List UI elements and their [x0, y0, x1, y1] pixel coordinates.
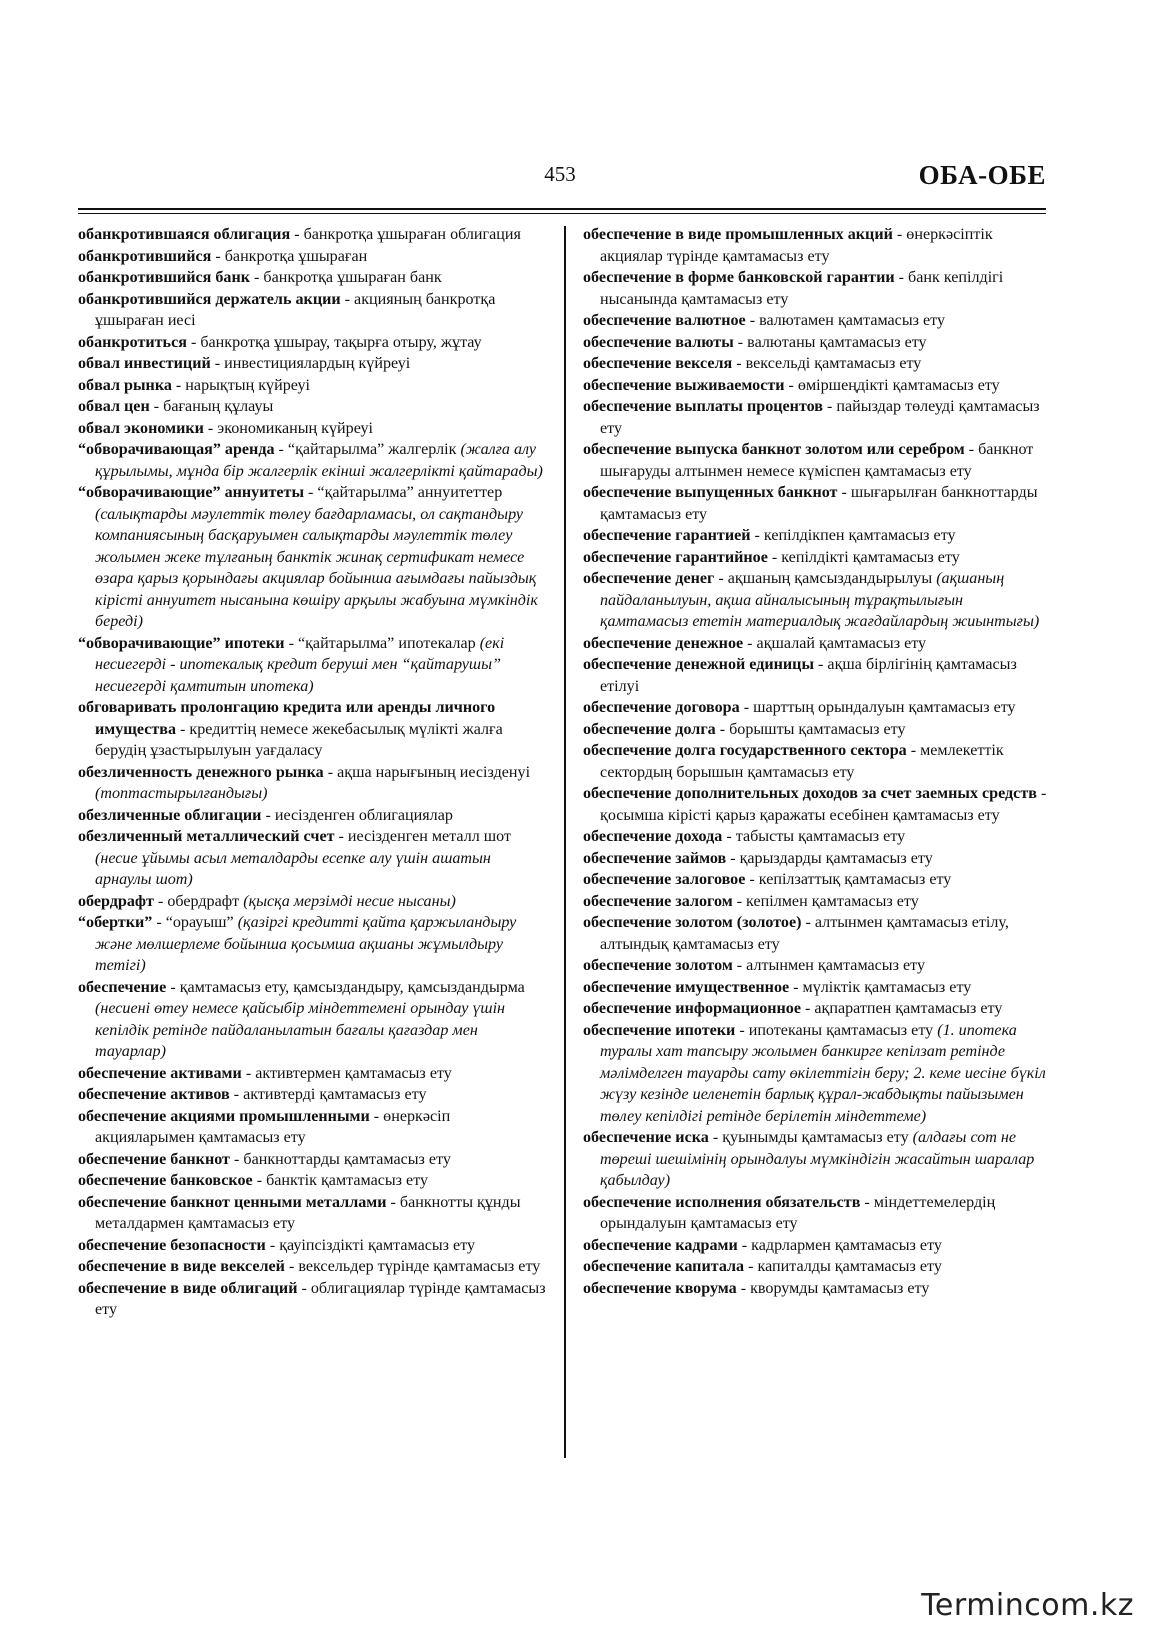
- entry-note: (екі несиегерді - ипотекалық кредит беруші мен “қайтарушы” несиегерді қамтитын ипотека): [95, 634, 505, 695]
- dictionary-entry: [583, 955, 1053, 977]
- entry-term: обеспечение акциями промышленными: [78, 1107, 370, 1125]
- dictionary-entry: [78, 1256, 548, 1278]
- dictionary-entry: [583, 439, 1053, 482]
- entry-term: обеспечение выпущенных банкнот: [583, 484, 838, 501]
- entry-definition: - акцияның банкротқа ұшыраған иесі: [95, 290, 496, 329]
- entry-term: обеспечение золотом: [583, 957, 733, 974]
- dictionary-entry: [583, 891, 1053, 913]
- entry-note: (1. ипотека туралы хат тапсыру жолымен банкирге кепілзат ретінде мәлімделген тауарды сату өкілеттігін беру; 2. кеме иесіне бүкіл жүзу кезінде иеленетін барлық құрал-жабдықты пайызымен төлеу кепілдігі ретінде берілетін міндеттеме): [600, 1021, 1046, 1125]
- dictionary-entry: [583, 998, 1053, 1020]
- dictionary-entry: [78, 912, 548, 977]
- left-column: [78, 224, 548, 1321]
- entry-definition: - ақша нарығының иесізденуі: [323, 763, 531, 781]
- entry-definition: - қамтамасыз ету, қамсыздандыру, қамсыздандырма: [166, 978, 525, 996]
- entry-definition: - ақша бірлігінің қамтамасыз етілуі: [600, 656, 1017, 695]
- right-column: [583, 224, 1053, 1299]
- entry-definition: - қауіпсіздікті қамтамасыз ету: [265, 1236, 476, 1254]
- dictionary-entry: [78, 418, 548, 440]
- entry-definition: - шығарылған банкноттарды қамтамасыз ету: [600, 484, 1038, 523]
- entry-definition: - вексельдер түрінде қамтамасыз ету: [284, 1258, 541, 1275]
- dictionary-entry: [583, 826, 1053, 848]
- entry-definition: - иесізденген облигациялар: [261, 806, 453, 824]
- dictionary-entry: [583, 482, 1053, 525]
- watermark-tld: .kz: [1089, 1588, 1134, 1623]
- dictionary-entry: [78, 353, 548, 375]
- dictionary-entry: [583, 654, 1053, 697]
- entry-term: обеспечение имущественное: [583, 978, 790, 996]
- dictionary-entry: [78, 1063, 548, 1085]
- dictionary-entry: [78, 289, 548, 332]
- dictionary-entry: [583, 353, 1053, 375]
- entry-term: обанкротиться: [78, 333, 187, 351]
- entry-note: (салықтарды мәулеттік төлеу бағдарламасы, ол сақтандыру компаниясының басқаруымен салықтарды мәулеттік төлеу жолымен жеке тұлғаның банктік жинақ сертификат немесе өзара қарыз қорындағы акциялар бойынша ағымдағы пайыздық кірісті аннуитет нысанына көшіру арқылы жабуына мүмкіндік береді): [95, 505, 538, 630]
- dictionary-entry: [78, 805, 548, 827]
- dictionary-entry: [78, 826, 548, 891]
- entry-term: обвал инвестиций: [78, 355, 211, 372]
- dictionary-entry: [583, 783, 1053, 826]
- dictionary-entry: [583, 547, 1053, 569]
- entry-term: обеспечение выпуска банкнот золотом или серебром: [583, 441, 965, 458]
- dictionary-entry: [78, 396, 548, 418]
- dictionary-entry: [583, 568, 1053, 633]
- entry-definition: - қарыздарды қамтамасыз ету: [726, 849, 933, 867]
- entry-term: обеспечение договора: [583, 699, 740, 716]
- entry-definition: - обердрафт: [153, 892, 244, 910]
- entry-term: обеспечение кворума: [583, 1279, 737, 1297]
- entry-definition: - міндеттемелердің орындалуын қамтамасыз ету: [600, 1193, 996, 1232]
- entry-term: обеспечение исполнения обязательств: [583, 1193, 861, 1211]
- dictionary-entry: [583, 719, 1053, 741]
- entry-term: обвал экономики: [78, 419, 204, 437]
- dictionary-entry: [78, 1192, 548, 1235]
- entry-definition: - “қайтарылма” ипотекалар: [284, 634, 480, 652]
- entry-term: “обворачивающие” ипотеки: [78, 634, 285, 652]
- entry-definition: - “қайтарылма” жалгерлік: [274, 441, 461, 458]
- entry-term: обердрафт: [78, 892, 154, 910]
- entry-term: обанкротившийся банк: [78, 269, 250, 286]
- dictionary-entry: [78, 697, 548, 762]
- entry-term: обеспечение векселя: [583, 355, 733, 372]
- entry-definition: - ақшалай қамтамасыз ету: [743, 634, 927, 652]
- dictionary-entry: [583, 1127, 1053, 1192]
- entry-term: обвал рынка: [78, 376, 172, 394]
- entry-definition: - активтерді қамтамасыз ету: [229, 1086, 427, 1103]
- entry-definition: - валютаны қамтамасыз ету: [733, 333, 927, 351]
- dictionary-entry: [78, 1170, 548, 1192]
- entry-term: обеспечение долга: [583, 720, 716, 738]
- dictionary-entry: [78, 1106, 548, 1149]
- entry-definition: - кепілмен қамтамасыз ету: [732, 892, 919, 910]
- entry-term: обеспечение валюты: [583, 333, 734, 351]
- entry-definition: - экономиканың күйреуі: [203, 419, 373, 437]
- dictionary-entry: [78, 267, 548, 289]
- entry-definition: - бағаның құлауы: [149, 398, 274, 415]
- entry-definition: - банк кепілдігі нысанында қамтамасыз ету: [600, 269, 1004, 308]
- entry-term: обеспечение денежное: [583, 634, 744, 652]
- entry-definition: - табысты қамтамасыз ету: [722, 828, 906, 845]
- entry-term: обеспечение банкнот: [78, 1150, 230, 1168]
- watermark-brand: Termincom: [921, 1588, 1090, 1623]
- entry-definition: - банкротқа ұшыраған банк: [250, 269, 442, 286]
- dictionary-entry: [583, 375, 1053, 397]
- entry-definition: - активтермен қамтамасыз ету: [241, 1064, 452, 1082]
- entry-definition: - кепілдікпен қамтамасыз ету: [750, 527, 956, 544]
- entry-term: обеспечение капитала: [583, 1258, 745, 1275]
- entry-term: обеспечение залогом: [583, 892, 733, 910]
- page-number: 453: [544, 162, 576, 186]
- entry-term: обеспечение активов: [78, 1086, 230, 1103]
- dictionary-entry: [78, 224, 548, 246]
- dictionary-entry: [78, 1278, 548, 1321]
- entry-note: (несие ұйымы асыл металдарды есепке алу үшін ашатын арнаулы шот): [95, 849, 491, 888]
- entry-term: обеспечение золотом (золотое): [583, 914, 802, 931]
- entry-term: обеспечение иска: [583, 1129, 709, 1146]
- entry-term: “обертки”: [78, 914, 153, 931]
- entry-term: обеспечение денег: [583, 570, 715, 587]
- entry-definition: - банкротқа ұшыраған: [211, 247, 368, 265]
- header-rule-thin: [78, 213, 1046, 214]
- entry-definition: - банкноттарды қамтамасыз ету: [229, 1150, 451, 1168]
- entry-definition: - кворумды қамтамасыз ету: [736, 1279, 930, 1297]
- entry-term: обвал цен: [78, 398, 150, 415]
- watermark-logo: [921, 1588, 1134, 1623]
- dictionary-entry: [583, 1256, 1053, 1278]
- dictionary-entry: [78, 1149, 548, 1171]
- entry-term: обеспечение залоговое: [583, 871, 746, 888]
- entry-definition: - иесізденген металл шот: [334, 828, 512, 845]
- dictionary-entry: [583, 525, 1053, 547]
- entry-note: (несиені өтеу немесе қайсыбір міндеттемені орындау үшін кепілдік ретінде пайдаланылатын бағалы қағаздар мен тауарлар): [95, 1000, 506, 1060]
- dictionary-entry: [583, 224, 1053, 267]
- entry-definition: - қуынымды қамтамасыз ету: [708, 1129, 913, 1146]
- entry-term: обеспечение выплаты процентов: [583, 398, 823, 415]
- entry-note: (топтастырылғандығы): [95, 785, 268, 802]
- section-title: ОБА-ОБЕ: [918, 160, 1046, 190]
- dictionary-entry: [583, 912, 1053, 955]
- dictionary-entry: [78, 1084, 548, 1106]
- entry-definition: - нарықтың күйреуі: [171, 376, 311, 394]
- entry-definition: - кадрлармен қамтамасыз ету: [737, 1236, 942, 1254]
- entry-term: обеспечение банковское: [78, 1172, 253, 1189]
- dictionary-entry: [583, 697, 1053, 719]
- entry-definition: - ақшаның қамсыздандырылуы: [714, 570, 937, 587]
- entry-definition: - алтынмен қамтамасыз етілу, алтындық қамтамасыз ету: [600, 914, 1009, 953]
- dictionary-entry: [583, 740, 1053, 783]
- entry-definition: - мүліктік қамтамасыз ету: [789, 978, 972, 996]
- entry-definition: - инвестициялардың күйреуі: [210, 355, 411, 372]
- entry-definition: - ипотеканы қамтамасыз ету: [735, 1021, 938, 1039]
- entry-definition: - банкротқа ұшырау, тақырға отыру, жұтау: [186, 333, 482, 351]
- dictionary-entry: [583, 1020, 1053, 1128]
- entry-term: “обворачивающая” аренда: [78, 441, 275, 458]
- entry-term: обезличенность денежного рынка: [78, 763, 324, 781]
- dictionary-entry: [583, 267, 1053, 310]
- entry-term: обанкротившийся держатель акции: [78, 290, 341, 308]
- entry-note: (қазіргі кредитті қайта қаржыландыру және мөлшерлеме бойынша қосымша ақшаны жұмылдыру тетігі): [95, 914, 517, 974]
- entry-term: обеспечение денежной единицы: [583, 656, 815, 673]
- dictionary-entry: [78, 246, 548, 268]
- column-divider: [564, 226, 566, 1458]
- entry-definition: - өнеркәсіптік акциялар түрінде қамтамасыз ету: [600, 226, 993, 265]
- entry-definition: - “орауыш”: [152, 914, 238, 931]
- entry-term: обеспечение долга государственного сектора: [583, 742, 907, 759]
- entry-term: обговаривать пролонгацию кредита или аренды личного имущества: [78, 699, 496, 738]
- dictionary-entry: [78, 482, 548, 633]
- entry-term: обеспечение в форме банковской гарантии: [583, 269, 895, 286]
- entry-term: обанкротившийся: [78, 247, 212, 265]
- entry-definition: - өнеркәсіп акцияларымен қамтамасыз ету: [95, 1107, 451, 1146]
- entry-term: “обворачивающие” аннуитеты: [78, 484, 305, 501]
- entry-term: обеспечение информационное: [583, 1000, 801, 1017]
- entry-definition: - мемлекеттік сектордың борышын қамтамасыз ету: [600, 742, 1004, 781]
- entry-definition: - банкротқа ұшыраған облигация: [290, 226, 521, 243]
- entry-term: обеспечение гарантийное: [583, 548, 768, 566]
- entry-definition: - кредиттің немесе жекебасылық мүлікті жалға берудің ұзастырылуын уағдаласу: [95, 720, 503, 759]
- dictionary-entry: [583, 396, 1053, 439]
- entry-term: обеспечение дополнительных доходов за счет заемных средств: [583, 785, 1037, 802]
- entry-term: обеспечение кадрами: [583, 1236, 738, 1254]
- entry-term: обеспечение в виде векселей: [78, 1258, 285, 1275]
- header-rule-thick: [78, 208, 1046, 210]
- dictionary-entry: [583, 869, 1053, 891]
- entry-definition: - вексельді қамтамасыз ету: [732, 355, 922, 372]
- dictionary-entry: [583, 633, 1053, 655]
- entry-term: обеспечение займов: [583, 849, 727, 867]
- entry-definition: - борышты қамтамасыз ету: [715, 720, 906, 738]
- dictionary-entry: [78, 891, 548, 913]
- entry-term: обезличенный металлический счет: [78, 828, 335, 845]
- entry-definition: - “қайтарылма” аннуитеттер: [304, 484, 503, 501]
- entry-definition: - қосымша кірісті қарыз қаражаты есебінен қамтамасыз ету: [600, 785, 1047, 824]
- entry-note: (жалға алу құрылымы, мұнда бір жалгерлік екінші жалгерлікті қайтарады): [95, 441, 543, 480]
- entry-definition: - алтынмен қамтамасыз ету: [732, 957, 926, 974]
- entry-definition: - валютамен қамтамасыз ету: [745, 312, 946, 329]
- dictionary-entry: [583, 848, 1053, 870]
- dictionary-entry: [78, 633, 548, 698]
- entry-term: обеспечение в виде промышленных акций: [583, 226, 893, 243]
- entry-definition: - банктік қамтамасыз ету: [252, 1172, 429, 1189]
- entry-definition: - облигациялар түрінде қамтамасыз ету: [95, 1279, 546, 1318]
- entry-definition: - капиталды қамтамасыз ету: [744, 1258, 942, 1275]
- entry-term: обеспечение: [78, 978, 167, 996]
- entry-definition: - кепілзаттық қамтамасыз ету: [745, 871, 952, 888]
- entry-definition: - банкнотты құнды металдармен қамтамасыз ету: [95, 1193, 521, 1232]
- dictionary-entry: [78, 977, 548, 1063]
- dictionary-entry: [78, 439, 548, 482]
- entry-term: обеспечение валютное: [583, 312, 746, 329]
- entry-definition: - кепілдікті қамтамасыз ету: [767, 548, 960, 566]
- entry-term: обеспечение безопасности: [78, 1236, 266, 1254]
- entry-term: обезличенные облигации: [78, 806, 262, 824]
- dictionary-entry: [583, 1192, 1053, 1235]
- dictionary-entry: [78, 332, 548, 354]
- entry-term: обеспечение банкнот ценными металлами: [78, 1193, 387, 1211]
- entry-definition: - пайыздар төлеуді қамтамасыз ету: [600, 398, 1040, 437]
- dictionary-entry: [78, 375, 548, 397]
- dictionary-entry: [78, 1235, 548, 1257]
- entry-note: (ақшаның пайдаланылуын, ақша айналысының тұрақтылығын қамтамасыз ететін материалдық жағдайлардың жиынтығы): [600, 570, 1040, 630]
- entry-definition: - банкнот шығаруды алтынмен немесе күміспен қамтамасыз ету: [600, 441, 1034, 480]
- dictionary-entry: [583, 1278, 1053, 1300]
- entry-term: обеспечение дохода: [583, 828, 723, 845]
- dictionary-entry: [583, 977, 1053, 999]
- dictionary-entry: [583, 310, 1053, 332]
- entry-term: обеспечение в виде облигаций: [78, 1279, 298, 1297]
- entry-definition: - шарттың орындалуын қамтамасыз ету: [739, 699, 1016, 716]
- entry-definition: - ақпаратпен қамтамасыз ету: [800, 1000, 1003, 1017]
- entry-term: обанкротившаяся облигация: [78, 226, 291, 243]
- entry-definition: - өміршеңдікті қамтамасыз ету: [784, 376, 1000, 394]
- dictionary-entry: [583, 1235, 1053, 1257]
- entry-term: обеспечение гарантией: [583, 527, 751, 544]
- dictionary-entry: [583, 332, 1053, 354]
- entry-term: обеспечение активами: [78, 1064, 242, 1082]
- dictionary-entry: [78, 762, 548, 805]
- entry-term: обеспечение выживаемости: [583, 376, 785, 394]
- entry-note: (алдағы сот не төреші шешімінің орындалуы мүмкіндігін жасайтын шаралар қабылдау): [600, 1129, 1035, 1189]
- entry-term: обеспечение ипотеки: [583, 1021, 736, 1039]
- entry-note: (қысқа мерзімді несие нысаны): [243, 892, 456, 910]
